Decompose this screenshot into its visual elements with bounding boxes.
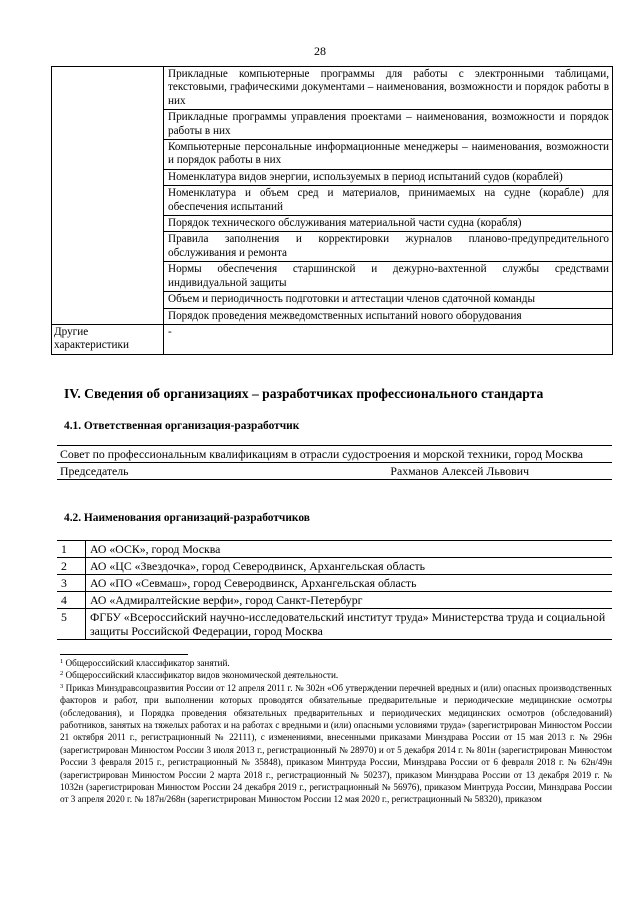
knowledge-cell: Правила заполнения и корректировки журналов планово-предупредительного обслуживания и ремонта [164, 232, 613, 262]
table-row [57, 463, 612, 480]
row-number: 2 [57, 558, 86, 575]
table-row [52, 324, 613, 354]
organization-name: Совет по профессиональным квалификациям в отрасли судостроения и морской техники, город Москва [57, 446, 612, 463]
developer-orgs-table [57, 540, 612, 640]
other-characteristics-value: - [164, 324, 613, 354]
table-row [57, 541, 612, 558]
org-name: АО «ЦС «Звездочка», город Северодвинск, Архангельская область [86, 558, 613, 575]
table-row [57, 446, 612, 463]
footnote-text: Общероссийский классификатор видов экономической деятельности. [65, 670, 339, 681]
footnote [60, 682, 612, 806]
footnote-mark: 3 [60, 682, 64, 690]
org-name: ФГБУ «Всероссийский научно-исследовательский институт труда» Министерства труда и социальной защиты Российской Федерации, город Москва [86, 609, 613, 640]
knowledge-cell: Порядок проведения межведомственных испытаний нового оборудования [164, 308, 613, 324]
row-number: 4 [57, 592, 86, 609]
table-row [57, 558, 612, 575]
footnote-mark: 1 [60, 658, 64, 665]
subsection-2-title: 4.2. Наименования организаций-разработчиков [64, 512, 310, 524]
page-number: 28 [314, 44, 326, 58]
knowledge-cell: Номенклатура и объем сред и материалов, принимаемых на судне (корабле) для обеспечения испытаний [164, 186, 613, 216]
table-row [57, 609, 612, 640]
row-number: 3 [57, 575, 86, 592]
position-label: Председатель [60, 464, 129, 478]
org-name: АО «ПО «Севмаш», город Северодвинск, Архангельская область [86, 575, 613, 592]
footnote-text: Общероссийский классификатор занятий. [65, 658, 230, 668]
org-name: АО «ОСК», город Москва [86, 541, 613, 558]
footnotes [60, 657, 612, 806]
knowledge-cell: Объем и периодичность подготовки и аттестации членов сдаточной команды [164, 292, 613, 308]
empty-label-cell [52, 67, 164, 325]
section-title: IV. Сведения об организациях – разработчиках профессионального стандарта [64, 386, 544, 401]
footnote [60, 657, 612, 669]
org-name: АО «Адмиралтейские верфи», город Санкт-Петербург [86, 592, 613, 609]
subsection-1-title: 4.1. Ответственная организация-разработчик [64, 420, 300, 432]
knowledge-cell: Прикладные программы управления проектами – наименования, возможности и порядок работы в них [164, 110, 613, 140]
knowledge-table [51, 66, 613, 355]
other-characteristics-label: Другие характеристики [52, 324, 164, 354]
footnote [60, 669, 612, 681]
knowledge-cell: Прикладные компьютерные программы для работы с электронными таблицами, текстовыми, графическими документами – наименования, возможности и порядок работы в них [164, 67, 613, 110]
table-row [57, 592, 612, 609]
knowledge-cell: Номенклатура видов энергии, используемых в период испытаний судов (кораблей) [164, 169, 613, 185]
responsible-org-table [57, 445, 612, 480]
table-row [52, 67, 613, 110]
chairman-row [57, 463, 612, 480]
knowledge-cell: Компьютерные персональные информационные менеджеры – наименования, возможности и порядок работы в них [164, 140, 613, 170]
row-number: 5 [57, 609, 86, 640]
footnote-divider [60, 654, 188, 655]
knowledge-cell: Нормы обеспечения старшинской и дежурно-вахтенной службы средствами индивидуальной защиты [164, 262, 613, 292]
footnote-text: Приказ Минздравсоцразвития России от 12 апреля 2011 г. № 302н «Об утверждении перечней вредных и (или) опасных производственных факторов и работ, при выполнении которых проводятся обязательные предварительные и периодические медицинские осмотры (обследования), и Порядка проведения обязательных предварительных и периодических медицинских осмотров (обследований) работников, занятых на тяжелых работах и на работах с вредными и (или) опасными условиями труда» (зарегистрирован Минюстом России 21 октября 2011 г., регистрационный № 22111), с изменениями, внесенными приказами Минздрава России от 15 мая 2013 г. № 296н (зарегистрирован Минюстом России 3 июля 2013 г., регистрационный № 28970) и от 5 декабря 2014 г. № 801н (зарегистрирован Минюстом России 3 февраля 2015 г., регистрационный № 35848), приказом Минтруда России, Минздрава России от 6 февраля 2018 г. № 62н/49н (зарегистрирован Минюстом России 2 марта 2018 г., регистрационный № 50237), приказом Минздрава России от 13 декабря 2019 г. № 1032н (зарегистрирован Минюстом России 24 декабря 2019 г., регистрационный № 56976), приказом Минтруда России, Минздрава России от 3 апреля 2020 г. № 187н/268н (зарегистрирован Минюстом России 12 мая 2020 г., регистрационный № 58320), приказом [60, 682, 612, 805]
table-row [57, 575, 612, 592]
person-name: Рахманов Алексей Львович [390, 464, 529, 478]
footnote-mark: 2 [60, 670, 64, 678]
row-number: 1 [57, 541, 86, 558]
knowledge-cell: Порядок технического обслуживания материальной части судна (корабля) [164, 216, 613, 232]
